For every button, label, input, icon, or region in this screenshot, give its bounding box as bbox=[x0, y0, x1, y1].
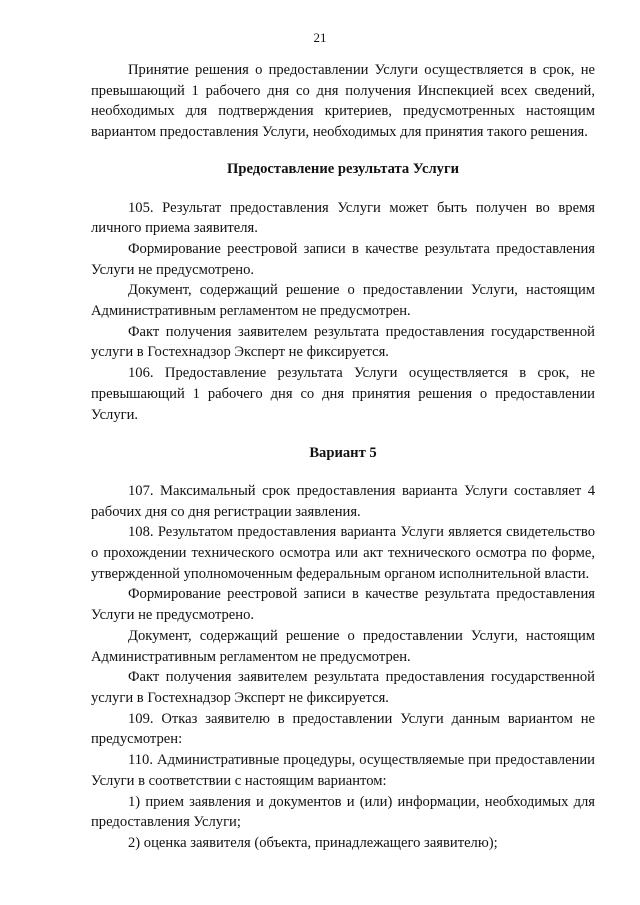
paragraph-109: 109. Отказ заявителю в предоставлении Услуги данным вариантом не предусмотрен: bbox=[91, 710, 595, 748]
list-item-2: 2) оценка заявителя (объекта, принадлежащего заявителю); bbox=[128, 834, 498, 851]
paragraph-106: 106. Предоставление результата Услуги осуществляется в срок, не превышающий 1 рабочего дня со дня принятия решения о предоставлении Услуги. bbox=[91, 365, 595, 423]
paragraph-110: 110. Административные процедуры, осуществляемые при предоставлении Услуги в соответствии с настоящим вариантом: bbox=[91, 752, 595, 789]
paragraph-decision-document: Документ, содержащий решение о предоставлении Услуги, настоящим Административным регламентом не предусмотрен. bbox=[91, 627, 595, 665]
paragraph-108: 108. Результатом предоставления варианта Услуги является свидетельство о прохождении технического осмотра или акт технического осмотра по форме, утвержденной уполномоченным федеральным органом исполнительной власти. bbox=[91, 524, 595, 582]
section-heading-result: Предоставление результата Услуги bbox=[227, 160, 459, 177]
paragraph-registry-record: Формирование реестровой записи в качестве результата предоставления Услуги не предусмотрено. bbox=[91, 586, 595, 624]
list-item-1: 1) прием заявления и документов и (или) информации, необходимых для предоставления Услуги; bbox=[91, 793, 595, 831]
paragraph-decision-document: Документ, содержащий решение о предоставлении Услуги, настоящим Административным регламентом не предусмотрен. bbox=[91, 282, 595, 320]
page-number: 21 bbox=[313, 30, 327, 45]
document-body bbox=[91, 60, 595, 854]
paragraph-105: 105. Результат предоставления Услуги может быть получен во время личного приема заявителя. bbox=[91, 199, 595, 237]
paragraph-fact-not-recorded: Факт получения заявителем результата предоставления государственной услуги в Гостехнадзор Эксперт не фиксируется. bbox=[91, 669, 595, 706]
section-heading-variant-5: Вариант 5 bbox=[309, 445, 377, 462]
paragraph-107: 107. Максимальный срок предоставления варианта Услуги составляет 4 рабочих дня со дня регистрации заявления. bbox=[91, 482, 595, 520]
paragraph-fact-not-recorded: Факт получения заявителем результата предоставления государственной услуги в Гостехнадзор Эксперт не фиксируется. bbox=[91, 323, 595, 361]
paragraph-decision-term: Принятие решения о предоставлении Услуги осуществляется в срок, не превышающий 1 рабочего дня со дня получения Инспекцией всех сведений, необходимых для подтверждения критериев, предусмотренных настоящим вариантом предоставления Услуги, необходимых для принятия такого решения. bbox=[91, 62, 595, 141]
paragraph-registry-record: Формирование реестровой записи в качестве результата предоставления Услуги не предусмотрено. bbox=[91, 240, 595, 278]
